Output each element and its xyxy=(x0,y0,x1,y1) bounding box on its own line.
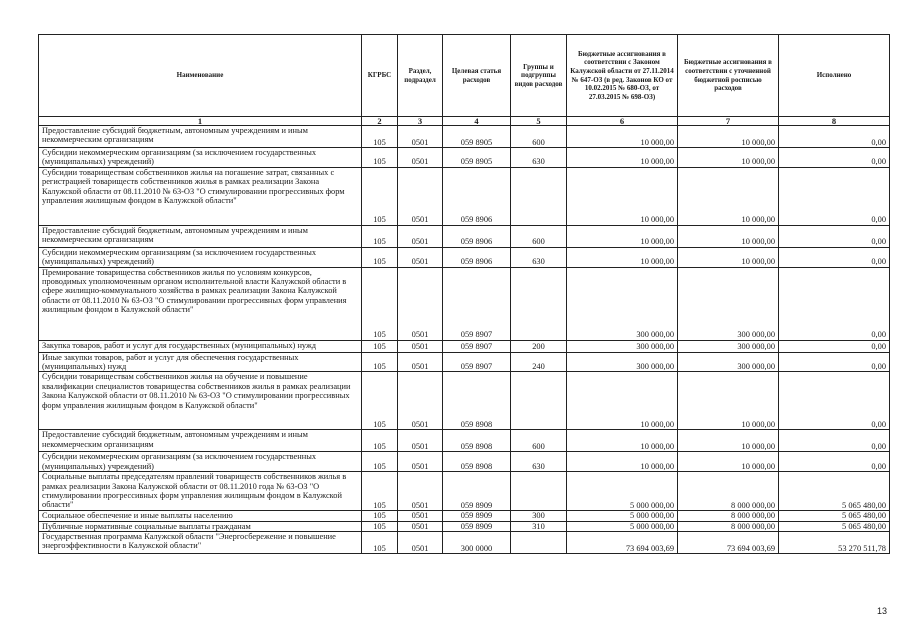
row-kgrbs: 105 xyxy=(362,340,398,352)
col-number: 2 xyxy=(362,117,398,126)
row-section: 0501 xyxy=(398,167,443,225)
header-group: Группы и подгруппы видов расходов xyxy=(511,35,567,117)
row-group: 600 xyxy=(511,430,567,452)
col-number: 4 xyxy=(443,117,511,126)
row-section: 0501 xyxy=(398,225,443,247)
row-section: 0501 xyxy=(398,532,443,554)
row-name: Предоставление субсидий бюджетным, автономным учреждениям и иным некоммерческим организациям xyxy=(39,430,362,452)
row-target: 059 8907 xyxy=(443,340,511,352)
table-row xyxy=(39,167,890,225)
row-group: 600 xyxy=(511,126,567,148)
row-group: 630 xyxy=(511,452,567,472)
row-executed: 0,00 xyxy=(779,267,890,340)
row-section: 0501 xyxy=(398,452,443,472)
row-target: 059 8909 xyxy=(443,472,511,511)
col-number: 1 xyxy=(39,117,362,126)
row-budget-refined: 8 000 000,00 xyxy=(678,472,779,511)
row-kgrbs: 105 xyxy=(362,521,398,531)
row-budget-law: 10 000,00 xyxy=(567,452,678,472)
row-kgrbs: 105 xyxy=(362,267,398,340)
row-section: 0501 xyxy=(398,340,443,352)
row-budget-refined: 300 000,00 xyxy=(678,267,779,340)
row-section: 0501 xyxy=(398,521,443,531)
row-group: 600 xyxy=(511,225,567,247)
row-section: 0501 xyxy=(398,472,443,511)
header-kgrbs: КГРБС xyxy=(362,35,398,117)
row-name: Предоставление субсидий бюджетным, автономным учреждениям и иным некоммерческим организациям xyxy=(39,126,362,148)
row-kgrbs: 105 xyxy=(362,511,398,521)
col-number: 5 xyxy=(511,117,567,126)
row-budget-law: 10 000,00 xyxy=(567,430,678,452)
row-budget-law: 10 000,00 xyxy=(567,372,678,430)
row-budget-law: 5 000 000,00 xyxy=(567,511,678,521)
row-budget-law: 5 000 000,00 xyxy=(567,521,678,531)
page-number: 13 xyxy=(877,606,888,616)
table-row xyxy=(39,148,890,168)
table-row xyxy=(39,372,890,430)
col-number: 6 xyxy=(567,117,678,126)
row-group: 240 xyxy=(511,352,567,372)
header-target: Целевая статья расходов xyxy=(443,35,511,117)
row-executed: 0,00 xyxy=(779,430,890,452)
row-name: Публичные нормативные социальные выплаты гражданам xyxy=(39,521,362,531)
row-budget-refined: 8 000 000,00 xyxy=(678,521,779,531)
row-target: 059 8905 xyxy=(443,148,511,168)
row-target: 059 8909 xyxy=(443,521,511,531)
row-target: 059 8906 xyxy=(443,225,511,247)
row-executed: 0,00 xyxy=(779,340,890,352)
row-budget-refined: 8 000 000,00 xyxy=(678,511,779,521)
row-kgrbs: 105 xyxy=(362,472,398,511)
row-budget-refined: 10 000,00 xyxy=(678,372,779,430)
row-name: Государственная программа Калужской области "Энергосбережение и повышение энергоэффективности в Калужской области" xyxy=(39,532,362,554)
row-kgrbs: 105 xyxy=(362,225,398,247)
table-row xyxy=(39,521,890,531)
row-executed: 0,00 xyxy=(779,372,890,430)
budget-table xyxy=(38,34,890,554)
col-number: 7 xyxy=(678,117,779,126)
row-name: Премирование товарищества собственников жилья по условиям конкурсов, проводимых уполномоченным органом исполнительной власти Калужской области в сфере жилищно-коммунального хозяйства в рамках реализации Закона Калужской области от 08.11.2010 № 63-ОЗ "О стимулировании прогрессивных форм управления жилищным фондом в Калужской области" xyxy=(39,267,362,340)
row-target: 059 8908 xyxy=(443,430,511,452)
table-row xyxy=(39,225,890,247)
row-executed: 5 065 480,00 xyxy=(779,472,890,511)
table-row xyxy=(39,532,890,554)
row-budget-law: 10 000,00 xyxy=(567,167,678,225)
header-section: Раздел, подраздел xyxy=(398,35,443,117)
row-group xyxy=(511,472,567,511)
header-budget-refined: Бюджетные ассигнования в соответствии с уточненной бюджетной росписью расходов xyxy=(678,35,779,117)
table-row xyxy=(39,126,890,148)
row-group xyxy=(511,532,567,554)
row-kgrbs: 105 xyxy=(362,126,398,148)
row-section: 0501 xyxy=(398,148,443,168)
table-row xyxy=(39,352,890,372)
row-target: 059 8907 xyxy=(443,267,511,340)
row-section: 0501 xyxy=(398,247,443,267)
row-budget-refined: 10 000,00 xyxy=(678,225,779,247)
row-name: Субсидии товариществам собственников жилья на обучение и повышение квалификации специалистов товарищества собственников жилья в рамках реализации Закона Калужской области от 08.11.2010 № 63-ОЗ "О стимулировании прогрессивных форм управления жилищным фондом в Калужской области" xyxy=(39,372,362,430)
row-executed: 0,00 xyxy=(779,352,890,372)
row-budget-law: 300 000,00 xyxy=(567,352,678,372)
row-budget-law: 10 000,00 xyxy=(567,225,678,247)
row-section: 0501 xyxy=(398,267,443,340)
row-target: 059 8906 xyxy=(443,247,511,267)
row-group: 300 xyxy=(511,511,567,521)
row-group: 310 xyxy=(511,521,567,531)
col-number: 3 xyxy=(398,117,443,126)
table-row xyxy=(39,472,890,511)
header-row xyxy=(39,35,890,117)
row-section: 0501 xyxy=(398,126,443,148)
row-budget-refined: 73 694 003,69 xyxy=(678,532,779,554)
row-budget-refined: 10 000,00 xyxy=(678,452,779,472)
row-name: Закупка товаров, работ и услуг для государственных (муниципальных) нужд xyxy=(39,340,362,352)
row-kgrbs: 105 xyxy=(362,452,398,472)
row-executed: 0,00 xyxy=(779,126,890,148)
row-executed: 0,00 xyxy=(779,247,890,267)
row-kgrbs: 105 xyxy=(362,148,398,168)
row-budget-law: 5 000 000,00 xyxy=(567,472,678,511)
table-row xyxy=(39,340,890,352)
row-executed: 0,00 xyxy=(779,452,890,472)
row-budget-refined: 10 000,00 xyxy=(678,148,779,168)
row-kgrbs: 105 xyxy=(362,372,398,430)
table-row xyxy=(39,452,890,472)
row-kgrbs: 105 xyxy=(362,352,398,372)
column-number-row xyxy=(39,117,890,126)
row-target: 300 0000 xyxy=(443,532,511,554)
table-body xyxy=(39,126,890,554)
header-executed: Исполнено xyxy=(779,35,890,117)
row-target: 059 8905 xyxy=(443,126,511,148)
row-budget-law: 300 000,00 xyxy=(567,340,678,352)
row-executed: 0,00 xyxy=(779,225,890,247)
row-name: Субсидии товариществам собственников жилья на погашение затрат, связанных с регистрацией товариществ собственников жилья в рамках реализации Закона Калужской области от 08.11.2010 № 63-ОЗ "О стимулировании прогрессивных форм управления жилищным фондом в Калужской области" xyxy=(39,167,362,225)
row-budget-law: 10 000,00 xyxy=(567,247,678,267)
row-kgrbs: 105 xyxy=(362,167,398,225)
row-budget-law: 73 694 003,69 xyxy=(567,532,678,554)
row-budget-law: 10 000,00 xyxy=(567,148,678,168)
row-name: Социальные выплаты председателям правлений товариществ собственников жилья в рамках реализации Закона Калужской области от 08.11.2010 года № 63-ОЗ "О стимулировании прогрессивных форм управления жилищным фондом в Калужской области" xyxy=(39,472,362,511)
row-section: 0501 xyxy=(398,352,443,372)
header-name: Наименование xyxy=(39,35,362,117)
row-executed: 5 065 480,00 xyxy=(779,511,890,521)
row-target: 059 8909 xyxy=(443,511,511,521)
row-group xyxy=(511,372,567,430)
table-row xyxy=(39,511,890,521)
row-budget-law: 10 000,00 xyxy=(567,126,678,148)
row-budget-refined: 10 000,00 xyxy=(678,247,779,267)
row-target: 059 8906 xyxy=(443,167,511,225)
row-target: 059 8908 xyxy=(443,452,511,472)
row-name: Социальное обеспечение и иные выплаты населению xyxy=(39,511,362,521)
row-budget-refined: 300 000,00 xyxy=(678,340,779,352)
row-group xyxy=(511,267,567,340)
row-group: 630 xyxy=(511,148,567,168)
row-kgrbs: 105 xyxy=(362,247,398,267)
row-group: 630 xyxy=(511,247,567,267)
row-target: 059 8908 xyxy=(443,372,511,430)
header-budget-law: Бюджетные ассигнования в соответствии с Законом Калужской области от 27.11.2014 № 647-ОЗ (в ред. Законов КО от 10.02.2015 № 680-ОЗ, от 27.03.2015 № 698-ОЗ) xyxy=(567,35,678,117)
row-executed: 0,00 xyxy=(779,167,890,225)
row-kgrbs: 105 xyxy=(362,430,398,452)
row-name: Субсидии некоммерческим организациям (за исключением государственных (муниципальных) учреждений) xyxy=(39,148,362,168)
row-kgrbs: 105 xyxy=(362,532,398,554)
row-budget-refined: 300 000,00 xyxy=(678,352,779,372)
row-group: 200 xyxy=(511,340,567,352)
table-row xyxy=(39,430,890,452)
row-section: 0501 xyxy=(398,430,443,452)
table-row xyxy=(39,247,890,267)
row-name: Предоставление субсидий бюджетным, автономным учреждениям и иным некоммерческим организациям xyxy=(39,225,362,247)
row-budget-refined: 10 000,00 xyxy=(678,126,779,148)
row-name: Субсидии некоммерческим организациям (за исключением государственных (муниципальных) учреждений) xyxy=(39,247,362,267)
row-executed: 0,00 xyxy=(779,148,890,168)
row-budget-law: 300 000,00 xyxy=(567,267,678,340)
row-budget-refined: 10 000,00 xyxy=(678,167,779,225)
row-executed: 53 270 511,78 xyxy=(779,532,890,554)
table-row xyxy=(39,267,890,340)
row-budget-refined: 10 000,00 xyxy=(678,430,779,452)
row-target: 059 8907 xyxy=(443,352,511,372)
row-name: Иные закупки товаров, работ и услуг для обеспечения государственных (муниципальных) нужд xyxy=(39,352,362,372)
row-executed: 5 065 480,00 xyxy=(779,521,890,531)
row-section: 0501 xyxy=(398,372,443,430)
col-number: 8 xyxy=(779,117,890,126)
row-name: Субсидии некоммерческим организациям (за исключением государственных (муниципальных) учреждений) xyxy=(39,452,362,472)
row-group xyxy=(511,167,567,225)
row-section: 0501 xyxy=(398,511,443,521)
